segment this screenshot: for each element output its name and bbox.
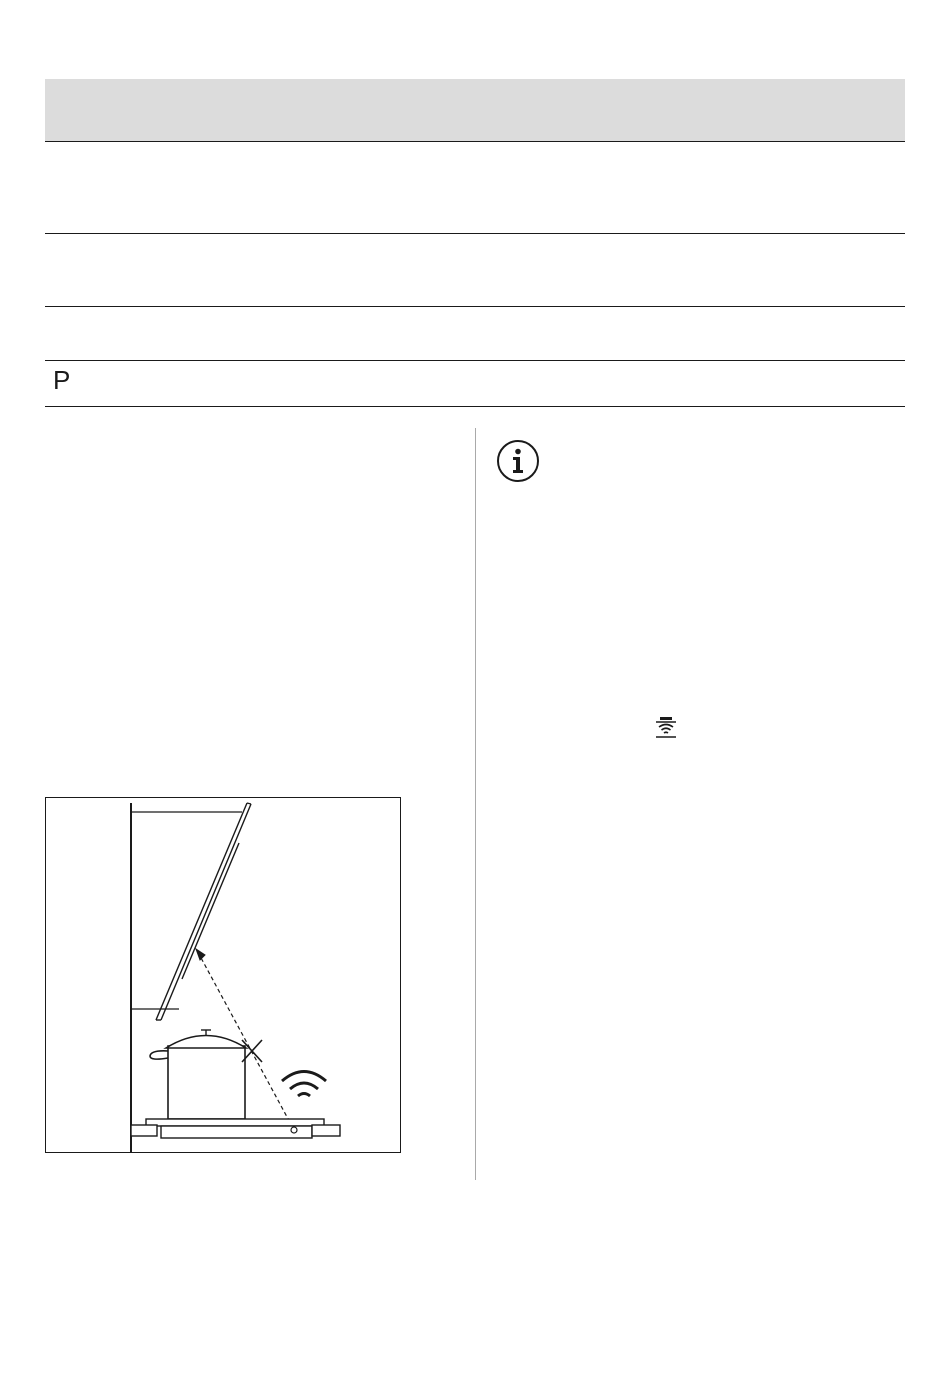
- table-rule-2: [45, 306, 905, 307]
- info-icon: [496, 439, 540, 483]
- hob-hood-connection-figure: [45, 797, 401, 1153]
- table-rule-3: [45, 360, 905, 361]
- pot-with-lid: [150, 1030, 246, 1119]
- section-header-band: [45, 79, 905, 142]
- column-divider: [475, 428, 476, 1180]
- table-rule-1: [45, 233, 905, 234]
- hob: [131, 1119, 340, 1138]
- table-row-label: P: [53, 365, 71, 395]
- hood-wireless-icon: [655, 716, 677, 742]
- table-rule-4: [45, 406, 905, 407]
- wireless-signal-icon: [282, 1072, 326, 1097]
- cooker-hood: [156, 803, 251, 1020]
